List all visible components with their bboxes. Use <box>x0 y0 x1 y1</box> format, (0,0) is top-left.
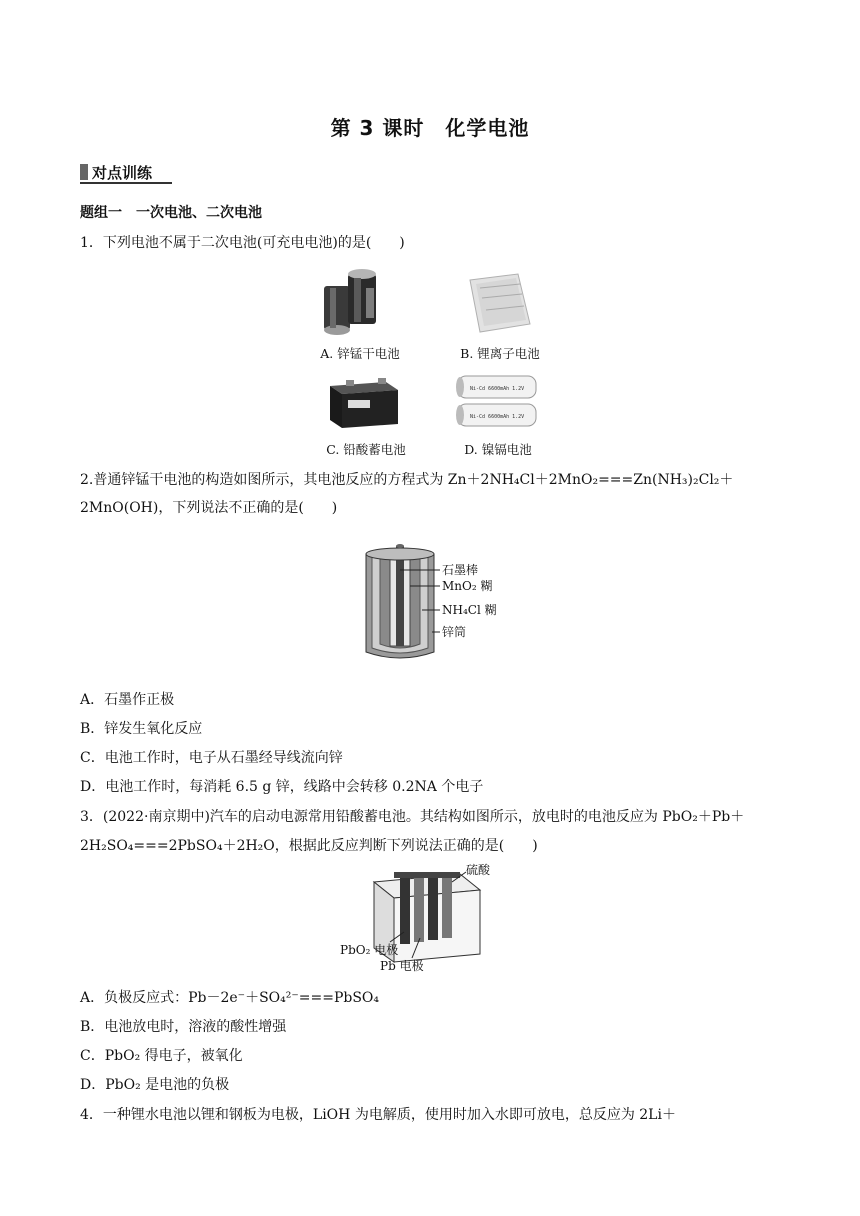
page-title: 第 3 课时 化学电池 <box>330 116 530 140</box>
label-sulfuric-acid: 硫酸 <box>466 863 491 877</box>
section-title: 对点训练 <box>92 164 153 182</box>
section-header <box>80 160 172 184</box>
label-pbo2-electrode: PbO₂ 电极 <box>340 943 399 957</box>
q3-option-c: C．PbO₂ 得电子，被氧化 <box>80 1048 243 1064</box>
ni-cd-label-1: Ni-Cd 6600mAh 1.2V <box>470 386 525 392</box>
zinc-manganese-battery-image <box>318 268 398 340</box>
q2-option-d: D．电池工作时，每消耗 6.5 g 锌，线路中会转移 0.2NA 个电子 <box>80 779 484 795</box>
q3-stem-line1: 3．(2022·南京期中)汽车的启动电源常用铅酸蓄电池。其结构如图所示，放电时的电池反应为 PbO₂＋Pb＋ <box>80 809 745 825</box>
q4-stem-line1: 4．一种锂水电池以锂和钢板为电极，LiOH 为电解质，使用时加入水即可放电，总反应为 2Li＋ <box>80 1107 676 1123</box>
ni-cd-label-2: Ni-Cd 6600mAh 1.2V <box>470 414 525 420</box>
lead-acid-battery-image <box>326 372 402 432</box>
q2-stem-line1: 2.普通锌锰干电池的构造如图所示，其电池反应的方程式为 Zn＋2NH₄Cl＋2MnO₂===Zn(NH₃)₂Cl₂＋ <box>80 472 734 488</box>
caption-c: C. 铅酸蓄电池 <box>326 442 406 457</box>
nickel-cadmium-battery-image <box>452 372 542 432</box>
q1-stem: 1．下列电池不属于二次电池(可充电电池)的是( ) <box>80 235 405 251</box>
caption-b: B. 锂离子电池 <box>460 346 540 361</box>
q2-option-c: C．电池工作时，电子从石墨经导线流向锌 <box>80 750 343 766</box>
caption-a: A. 锌锰干电池 <box>320 346 400 361</box>
label-graphite-rod: 石墨棒 <box>442 563 479 577</box>
q3-stem-line2: 2H₂SO₄===2PbSO₄＋2H₂O，根据此反应判断下列说法正确的是( ) <box>80 838 538 854</box>
group-heading: 题组一 一次电池、二次电池 <box>80 205 262 221</box>
q3-option-d: D．PbO₂ 是电池的负极 <box>80 1077 230 1093</box>
q2-option-b: B．锌发生氧化反应 <box>80 721 203 737</box>
lithium-ion-battery-image <box>460 268 540 338</box>
lead-acid-structure-diagram <box>330 862 510 976</box>
section-underline <box>80 182 172 184</box>
caption-d: D. 镍镉电池 <box>464 442 532 457</box>
section-marker <box>80 164 88 180</box>
q2-option-a: A．石墨作正极 <box>80 692 175 708</box>
q3-option-b: B．电池放电时，溶液的酸性增强 <box>80 1019 287 1035</box>
q3-option-a: A．负极反应式：Pb－2e⁻＋SO₄²⁻===PbSO₄ <box>80 990 380 1006</box>
dry-cell-diagram <box>360 540 510 664</box>
label-nh4cl-paste: NH₄Cl 糊 <box>442 603 497 617</box>
label-mno2-paste: MnO₂ 糊 <box>442 579 493 593</box>
label-pb-electrode: Pb 电极 <box>380 959 424 973</box>
label-zinc-can: 锌筒 <box>442 625 467 639</box>
q2-stem-line2: 2MnO(OH)，下列说法不正确的是( ) <box>80 500 338 516</box>
